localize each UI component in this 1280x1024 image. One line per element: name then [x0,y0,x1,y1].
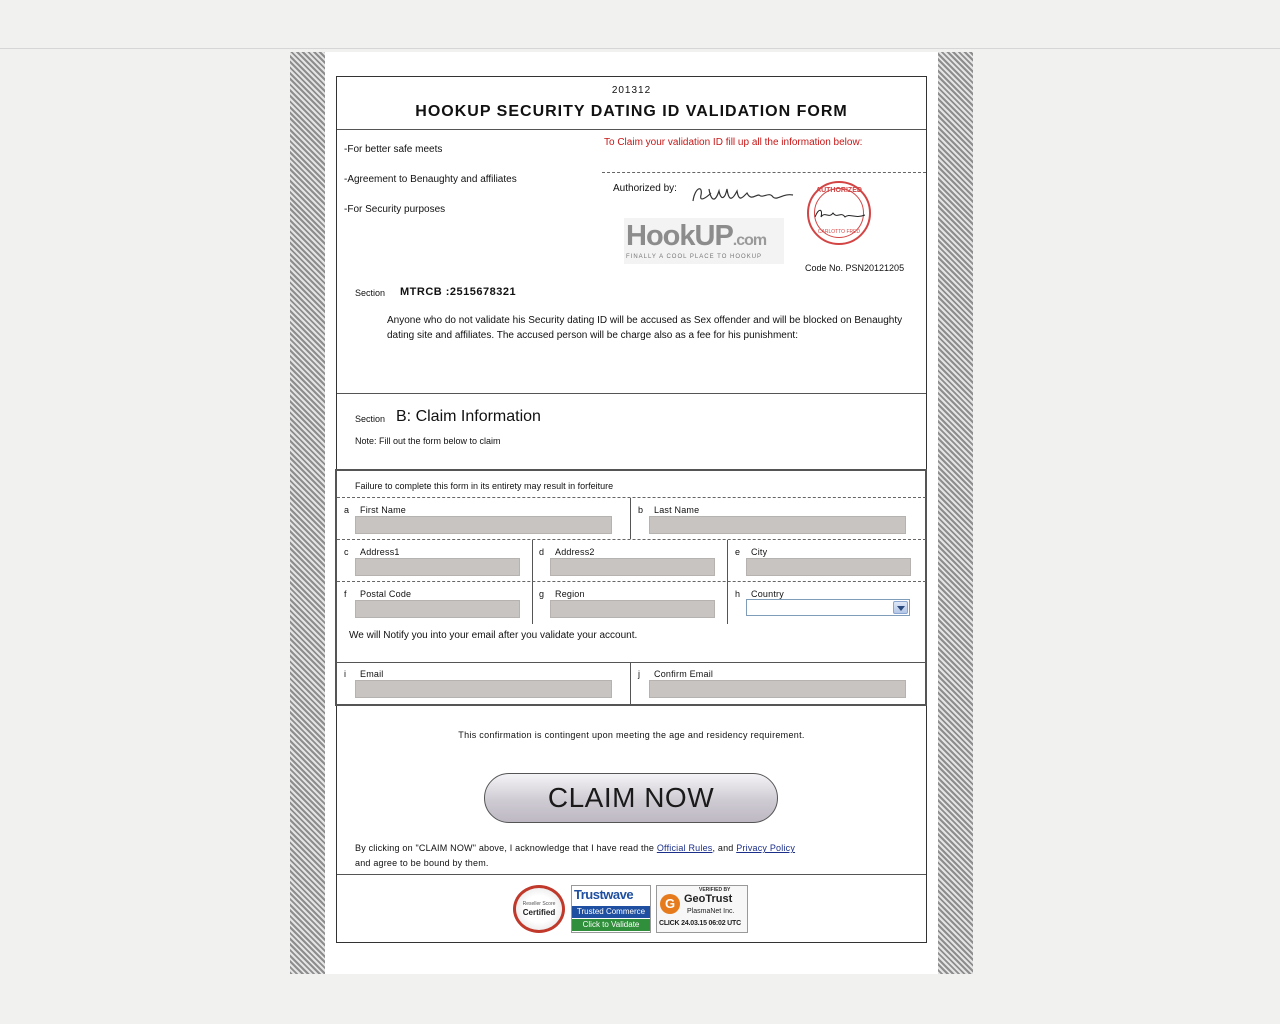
privacy-policy-link[interactable]: Privacy Policy [736,843,796,853]
signature-icon [689,181,799,209]
divider [337,129,926,130]
form-code: 201312 [611,85,652,96]
last-name-label: b Last Name [638,505,700,515]
bullet-2: -Agreement to Benaughty and affiliates [344,174,517,185]
hookup-logo [624,218,784,264]
form-sheet [336,76,927,943]
dashed-divider [337,539,926,540]
email-field[interactable] [355,680,612,698]
city-label: e City [735,547,768,557]
postal-code-field[interactable] [355,600,520,618]
trustwave-sub: Trusted Commerce [572,906,650,918]
city-field[interactable] [746,558,911,576]
geotrust-badge-icon[interactable] [656,885,748,933]
logo-tagline: FINALLY A COOL PLACE TO HOOKUP [626,254,763,260]
confirmation-text: This confirmation is contingent upon meeting the age and residency requirement. [458,730,805,740]
chevron-down-icon[interactable] [893,601,908,614]
first-name-field[interactable] [355,516,612,534]
geotrust-verified: VERIFIED BY [699,887,731,893]
section-b-label: Section [355,414,386,424]
email-label: i Email [344,669,384,679]
authorized-by-label: Authorized by: [613,183,677,194]
bullet-3: -For Security purposes [344,204,446,215]
dashed-divider [337,497,926,498]
dashed-divider [337,581,926,582]
warning-text: Anyone who do not validate his Security dating ID will be accused as Sex offender and will be blocked on Benaughty dating site and affiliates. The accused person will be charge also as a fee for his punishment: [387,315,903,341]
failure-note: Failure to complete this form in its entirety may result in forfeiture [355,481,614,491]
ack-suffix: and agree to be bound by them. [355,858,489,868]
geotrust-date-line: CLICK 24.03.15 06:02 UTC [659,920,741,927]
region-field[interactable] [550,600,715,618]
code-number: Code No. PSN20121205 [805,263,905,273]
divider [630,663,631,705]
divider [630,498,631,539]
certified-badge-icon[interactable] [513,885,565,933]
geotrust-text: GeoTrust [684,893,733,905]
section-b-note: Note: Fill out the form below to claim [355,436,501,446]
address2-field[interactable] [550,558,715,576]
confirm-email-field[interactable] [649,680,906,698]
bullet-1: -For better safe meets [344,144,443,155]
country-label: h Country [735,589,784,599]
country-select[interactable] [746,599,910,616]
divider [727,540,728,624]
last-name-field[interactable] [649,516,906,534]
divider [532,540,533,624]
authorized-stamp-icon [807,181,871,245]
claim-form-box [335,469,927,706]
mtrcb-number: MTRCB :2515678321 [400,286,517,298]
postal-code-label: f Postal Code [344,589,412,599]
section-b-title: B: Claim Information [396,408,541,425]
trustwave-click: Click to Validate [572,919,650,931]
certified-top-text: Reseller Score [522,901,556,907]
official-rules-link[interactable]: Official Rules [656,843,713,853]
address1-label: c Address1 [344,547,400,557]
geotrust-company: PlasmaNet Inc. [687,908,735,915]
hatched-frame [290,52,973,974]
claim-instruction: To Claim your validation ID fill up all the information below: [604,137,863,148]
section-label: Section [355,288,386,298]
trustwave-badge-icon[interactable] [571,885,651,933]
claim-now-button[interactable]: CLAIM NOW [484,773,778,823]
ack-prefix: By clicking on "CLAIM NOW" above, I acknowledge that I have read the [355,843,657,853]
confirm-email-label: j Confirm Email [638,669,714,679]
divider [337,874,926,875]
logo-suffix: .com [732,232,767,249]
first-name-label: a First Name [344,505,407,515]
dashed-divider [602,172,926,173]
address1-field[interactable] [355,558,520,576]
ack-mid: , and [712,843,737,853]
divider [337,393,926,394]
divider [337,662,926,663]
region-label: g Region [539,589,585,599]
certified-text: Certified [522,908,556,917]
stamp-top-text: AUTHORIZED [816,187,862,194]
form-title: HOOKUP SECURITY DATING ID VALIDATION FORM [415,103,848,120]
notify-text: We will Notify you into your email after you validate your account. [349,630,638,641]
paper [325,52,938,974]
page-top-divider [0,48,1280,49]
logo-text: HookUP [626,220,733,252]
trustwave-text: Trustwave [574,887,634,902]
address2-label: d Address2 [539,547,595,557]
acknowledgement [355,841,915,871]
geotrust-logo-icon: G [660,894,680,914]
stamp-bottom-text: CARLOTTO FRED [817,229,861,235]
